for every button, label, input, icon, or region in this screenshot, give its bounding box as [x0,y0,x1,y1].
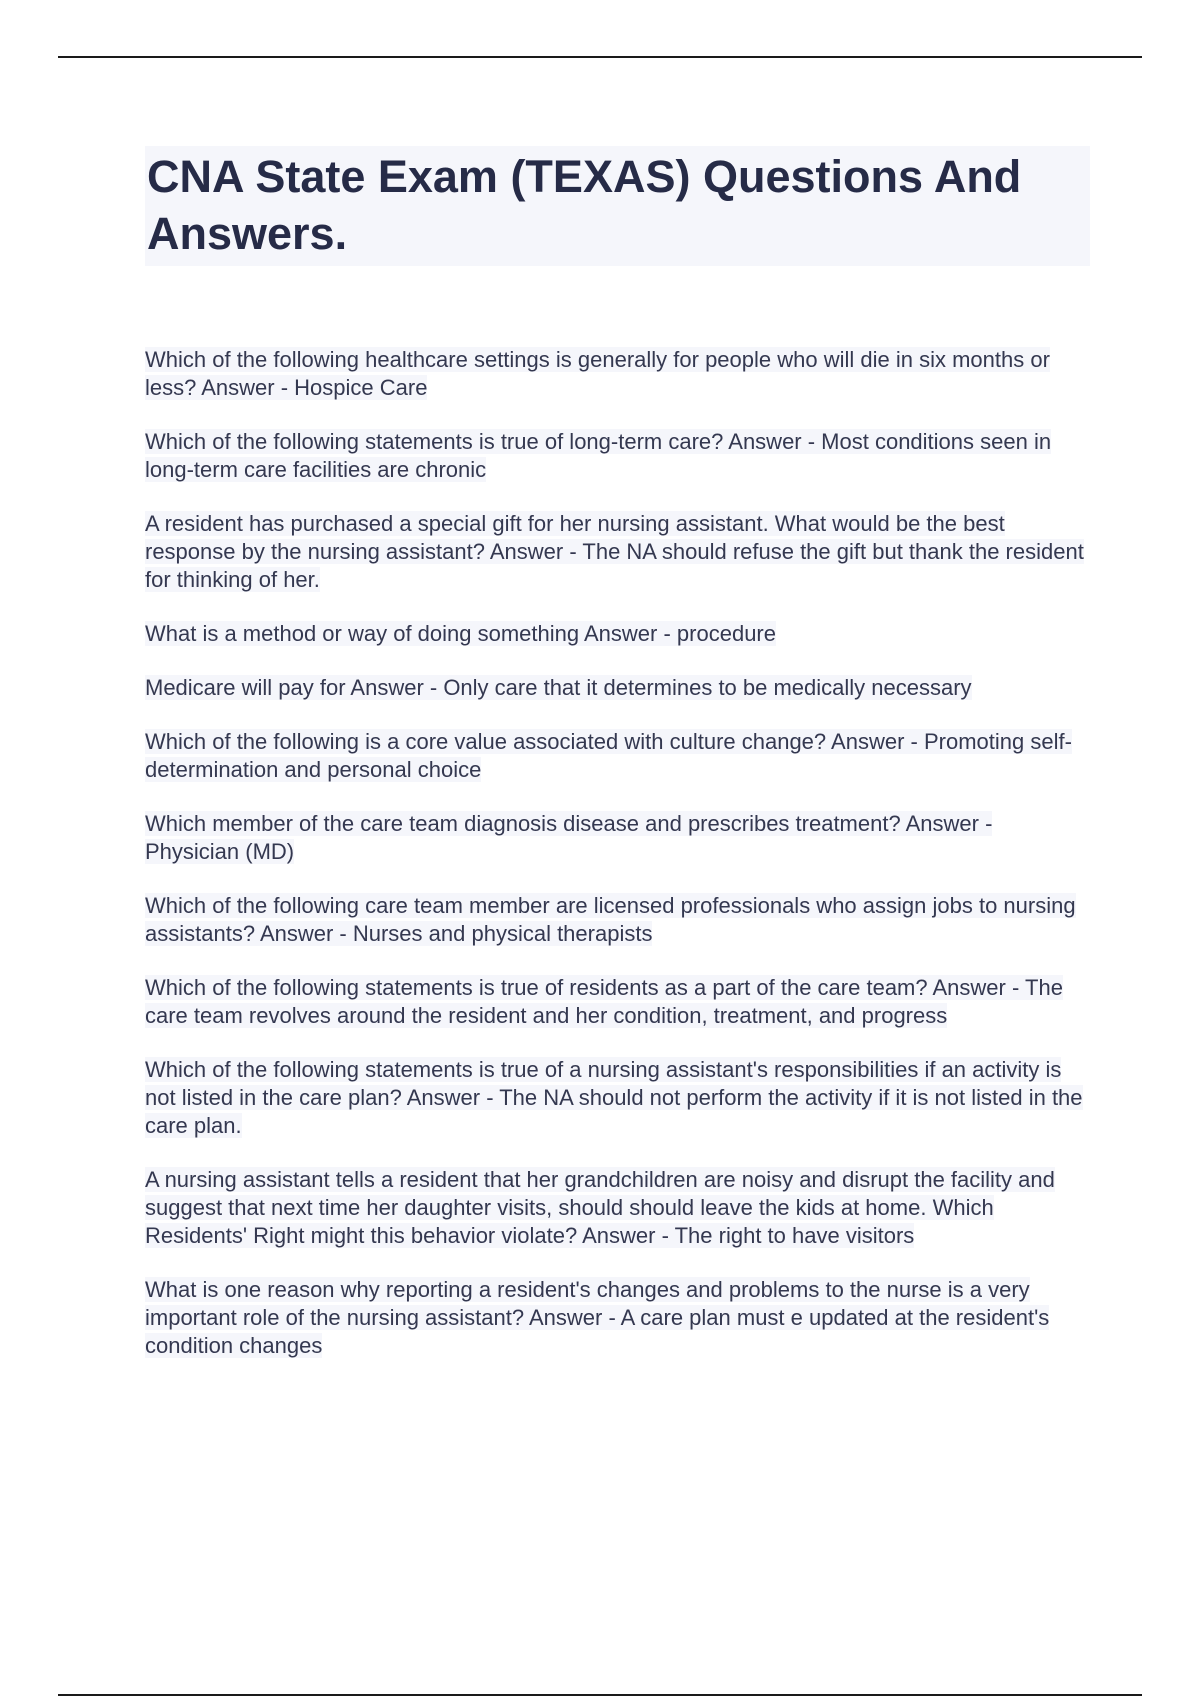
qa-text: A nursing assistant tells a resident that her grandchildren are noisy and disrupt the facility and suggest that next time her daughter visits, should should leave the kids at home. Which Residents' Right might this behavior violate? Answer - The right to have visitors [145,1167,1055,1248]
qa-item-12 [145,1276,1090,1360]
qa-text: Which of the following statements is true of residents as a part of the care team? Answer - The care team revolves around the resident and her condition, treatment, and progress [145,975,1063,1028]
qa-item-8 [145,892,1090,948]
qa-text: Which of the following care team member are licensed professionals who assign jobs to nursing assistants? Answer - Nurses and physical therapists [145,893,1076,946]
qa-item-2 [145,428,1090,484]
document-title: CNA State Exam (TEXAS) Questions And Answers. [145,146,1090,266]
qa-item-1 [145,346,1090,402]
qa-item-3 [145,510,1090,594]
qa-item-11 [145,1166,1090,1250]
qa-item-9 [145,974,1090,1030]
qa-text: Which member of the care team diagnosis disease and prescribes treatment? Answer - Physician (MD) [145,811,993,864]
qa-text: What is one reason why reporting a resident's changes and problems to the nurse is a very important role of the nursing assistant? Answer - A care plan must e updated at the resident's condition changes [145,1277,1050,1358]
qa-text: Medicare will pay for Answer - Only care that it determines to be medically necessary [145,675,972,700]
top-rule [58,56,1142,58]
qa-text: What is a method or way of doing something Answer - procedure [145,621,776,646]
qa-text: Which of the following statements is true of a nursing assistant's responsibilities if an activity is not listed in the care plan? Answer - The NA should not perform the activity if it is not listed in the care plan. [145,1057,1083,1138]
qa-item-10 [145,1056,1090,1140]
qa-text: Which of the following healthcare settings is generally for people who will die in six months or less? Answer - Hospice Care [145,347,1050,400]
document-body [145,146,1090,1386]
qa-text: Which of the following statements is true of long-term care? Answer - Most conditions seen in long-term care facilities are chronic [145,429,1052,482]
qa-item-6 [145,728,1090,784]
qa-text: Which of the following is a core value associated with culture change? Answer - Promoting self-determination and personal choice [145,729,1072,782]
qa-item-7 [145,810,1090,866]
qa-item-4 [145,620,1090,648]
qa-list [145,346,1090,1360]
qa-item-5 [145,674,1090,702]
qa-text: A resident has purchased a special gift for her nursing assistant. What would be the best response by the nursing assistant? Answer - The NA should refuse the gift but thank the resident for thinking of her. [145,511,1084,592]
bottom-rule [58,1694,1142,1696]
